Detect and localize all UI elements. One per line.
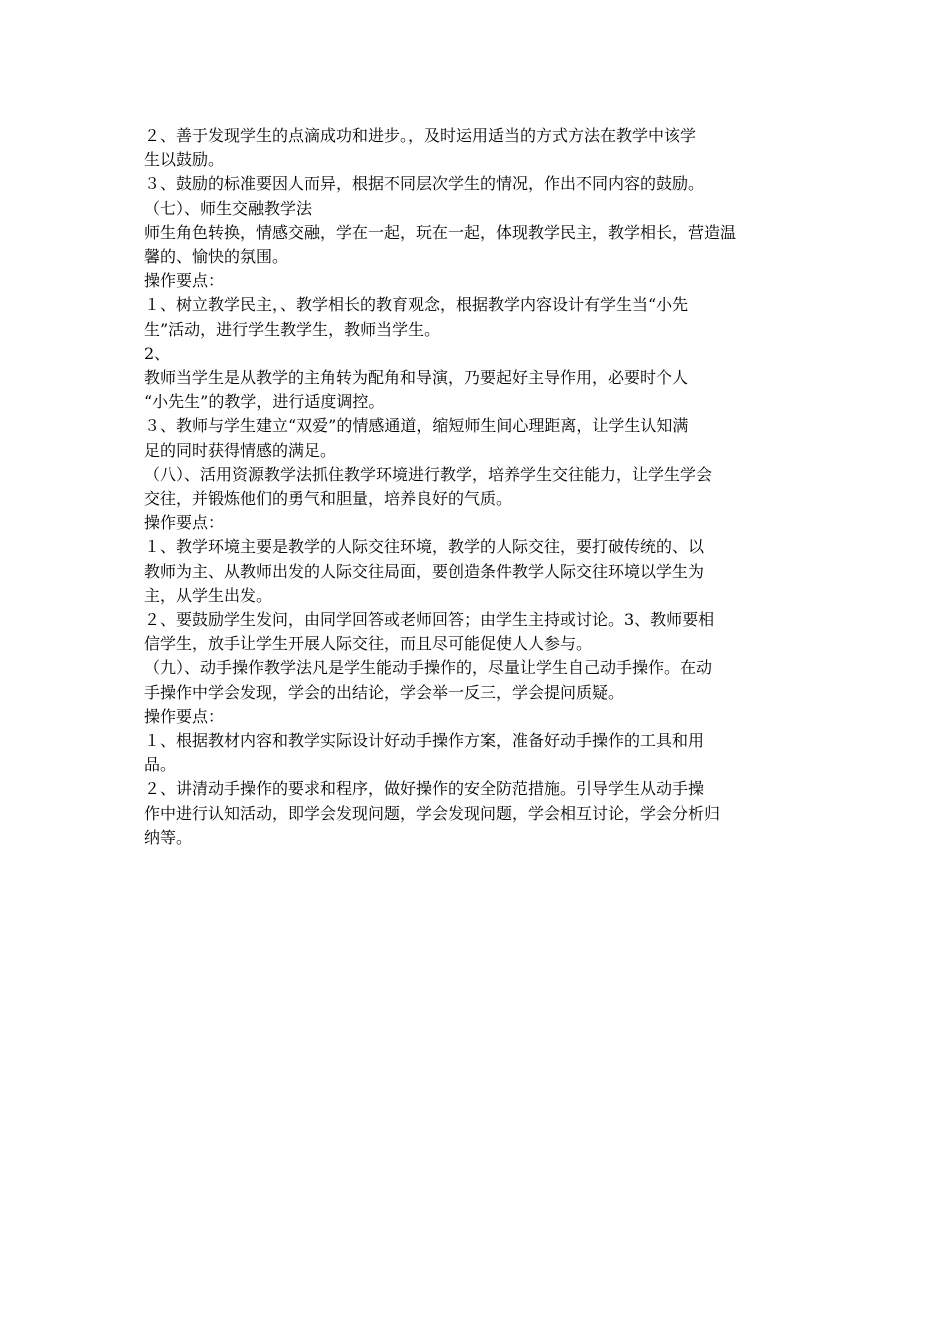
text-line: 馨的、愉快的氛围。	[144, 247, 289, 267]
text-line: 信学生，放手让学生开展人际交往，而且尽可能促使人人参与。	[144, 634, 593, 654]
text-line: 手操作中学会发现，学会的出结论，学会举一反三，学会提问质疑。	[144, 682, 625, 702]
text-line: ２、讲清动手操作的要求和程序，做好操作的安全防范措施。引导学生从动手操	[144, 779, 705, 799]
text-line: 主，从学生出发。	[144, 585, 273, 605]
text-line: “小先生”的教学，进行适度调控。	[144, 392, 385, 412]
text-line: 师生角色转换，情感交融，学在一起，玩在一起，体现教学民主，教学相长，营造温	[144, 222, 737, 242]
section-heading: （七）、师生交融教学法	[144, 198, 313, 218]
subheading: 操作要点：	[144, 271, 225, 291]
text-line: １、教学环境主要是教学的人际交往环境，教学的人际交往，要打破传统的、以	[144, 537, 705, 557]
text-line: １、树立教学民主，、教学相长的教育观念，根据教学内容设计有学生当“小先	[144, 295, 689, 315]
text-line: ３、鼓励的标准要因人而异，根据不同层次学生的情况，作出不同内容的鼓励。	[144, 174, 705, 194]
text-line: ３、教师与学生建立“双爱”的情感通道，缩短师生间心理距离，让学生认知满	[144, 416, 689, 436]
text-line: 足的同时获得情感的满足。	[144, 440, 337, 460]
section-heading: （八）、活用资源教学法抓住教学环境进行教学，培养学生交往能力，让学生学会	[144, 464, 713, 484]
text-line: 教师为主、从教师出发的人际交往局面，要创造条件教学人际交往环境以学生为	[144, 561, 705, 581]
subheading: 操作要点：	[144, 513, 225, 533]
text-line: ２、要鼓励学生发问，由同学回答或老师回答；由学生主持或讨论。3、教师要相	[144, 610, 715, 630]
text-line: 纳等。	[144, 827, 193, 847]
text-line: 生以鼓励。	[144, 150, 225, 170]
text-line: 品。	[144, 755, 177, 775]
text-line: 教师当学生是从教学的主角转为配角和导演，乃要起好主导作用，必要时个人	[144, 368, 689, 388]
document-body	[144, 124, 806, 850]
text-line: 交往，并锻炼他们的勇气和胆量，培养良好的气质。	[144, 489, 513, 509]
text-line: 2、	[144, 343, 171, 363]
text-line: ２、善于发现学生的点滴成功和进步。，及时运用适当的方式方法在教学中该学	[144, 126, 697, 145]
section-heading: （九）、动手操作教学法凡是学生能动手操作的，尽量让学生自己动手操作。在动	[144, 658, 713, 678]
subheading: 操作要点：	[144, 706, 225, 726]
text-line: 作中进行认知活动，即学会发现问题，学会发现问题，学会相互讨论，学会分析归	[144, 803, 721, 823]
text-line: 生”活动，进行学生教学生，教师当学生。	[144, 319, 441, 339]
text-line: １、根据教材内容和教学实际设计好动手操作方案，准备好动手操作的工具和用	[144, 731, 705, 751]
